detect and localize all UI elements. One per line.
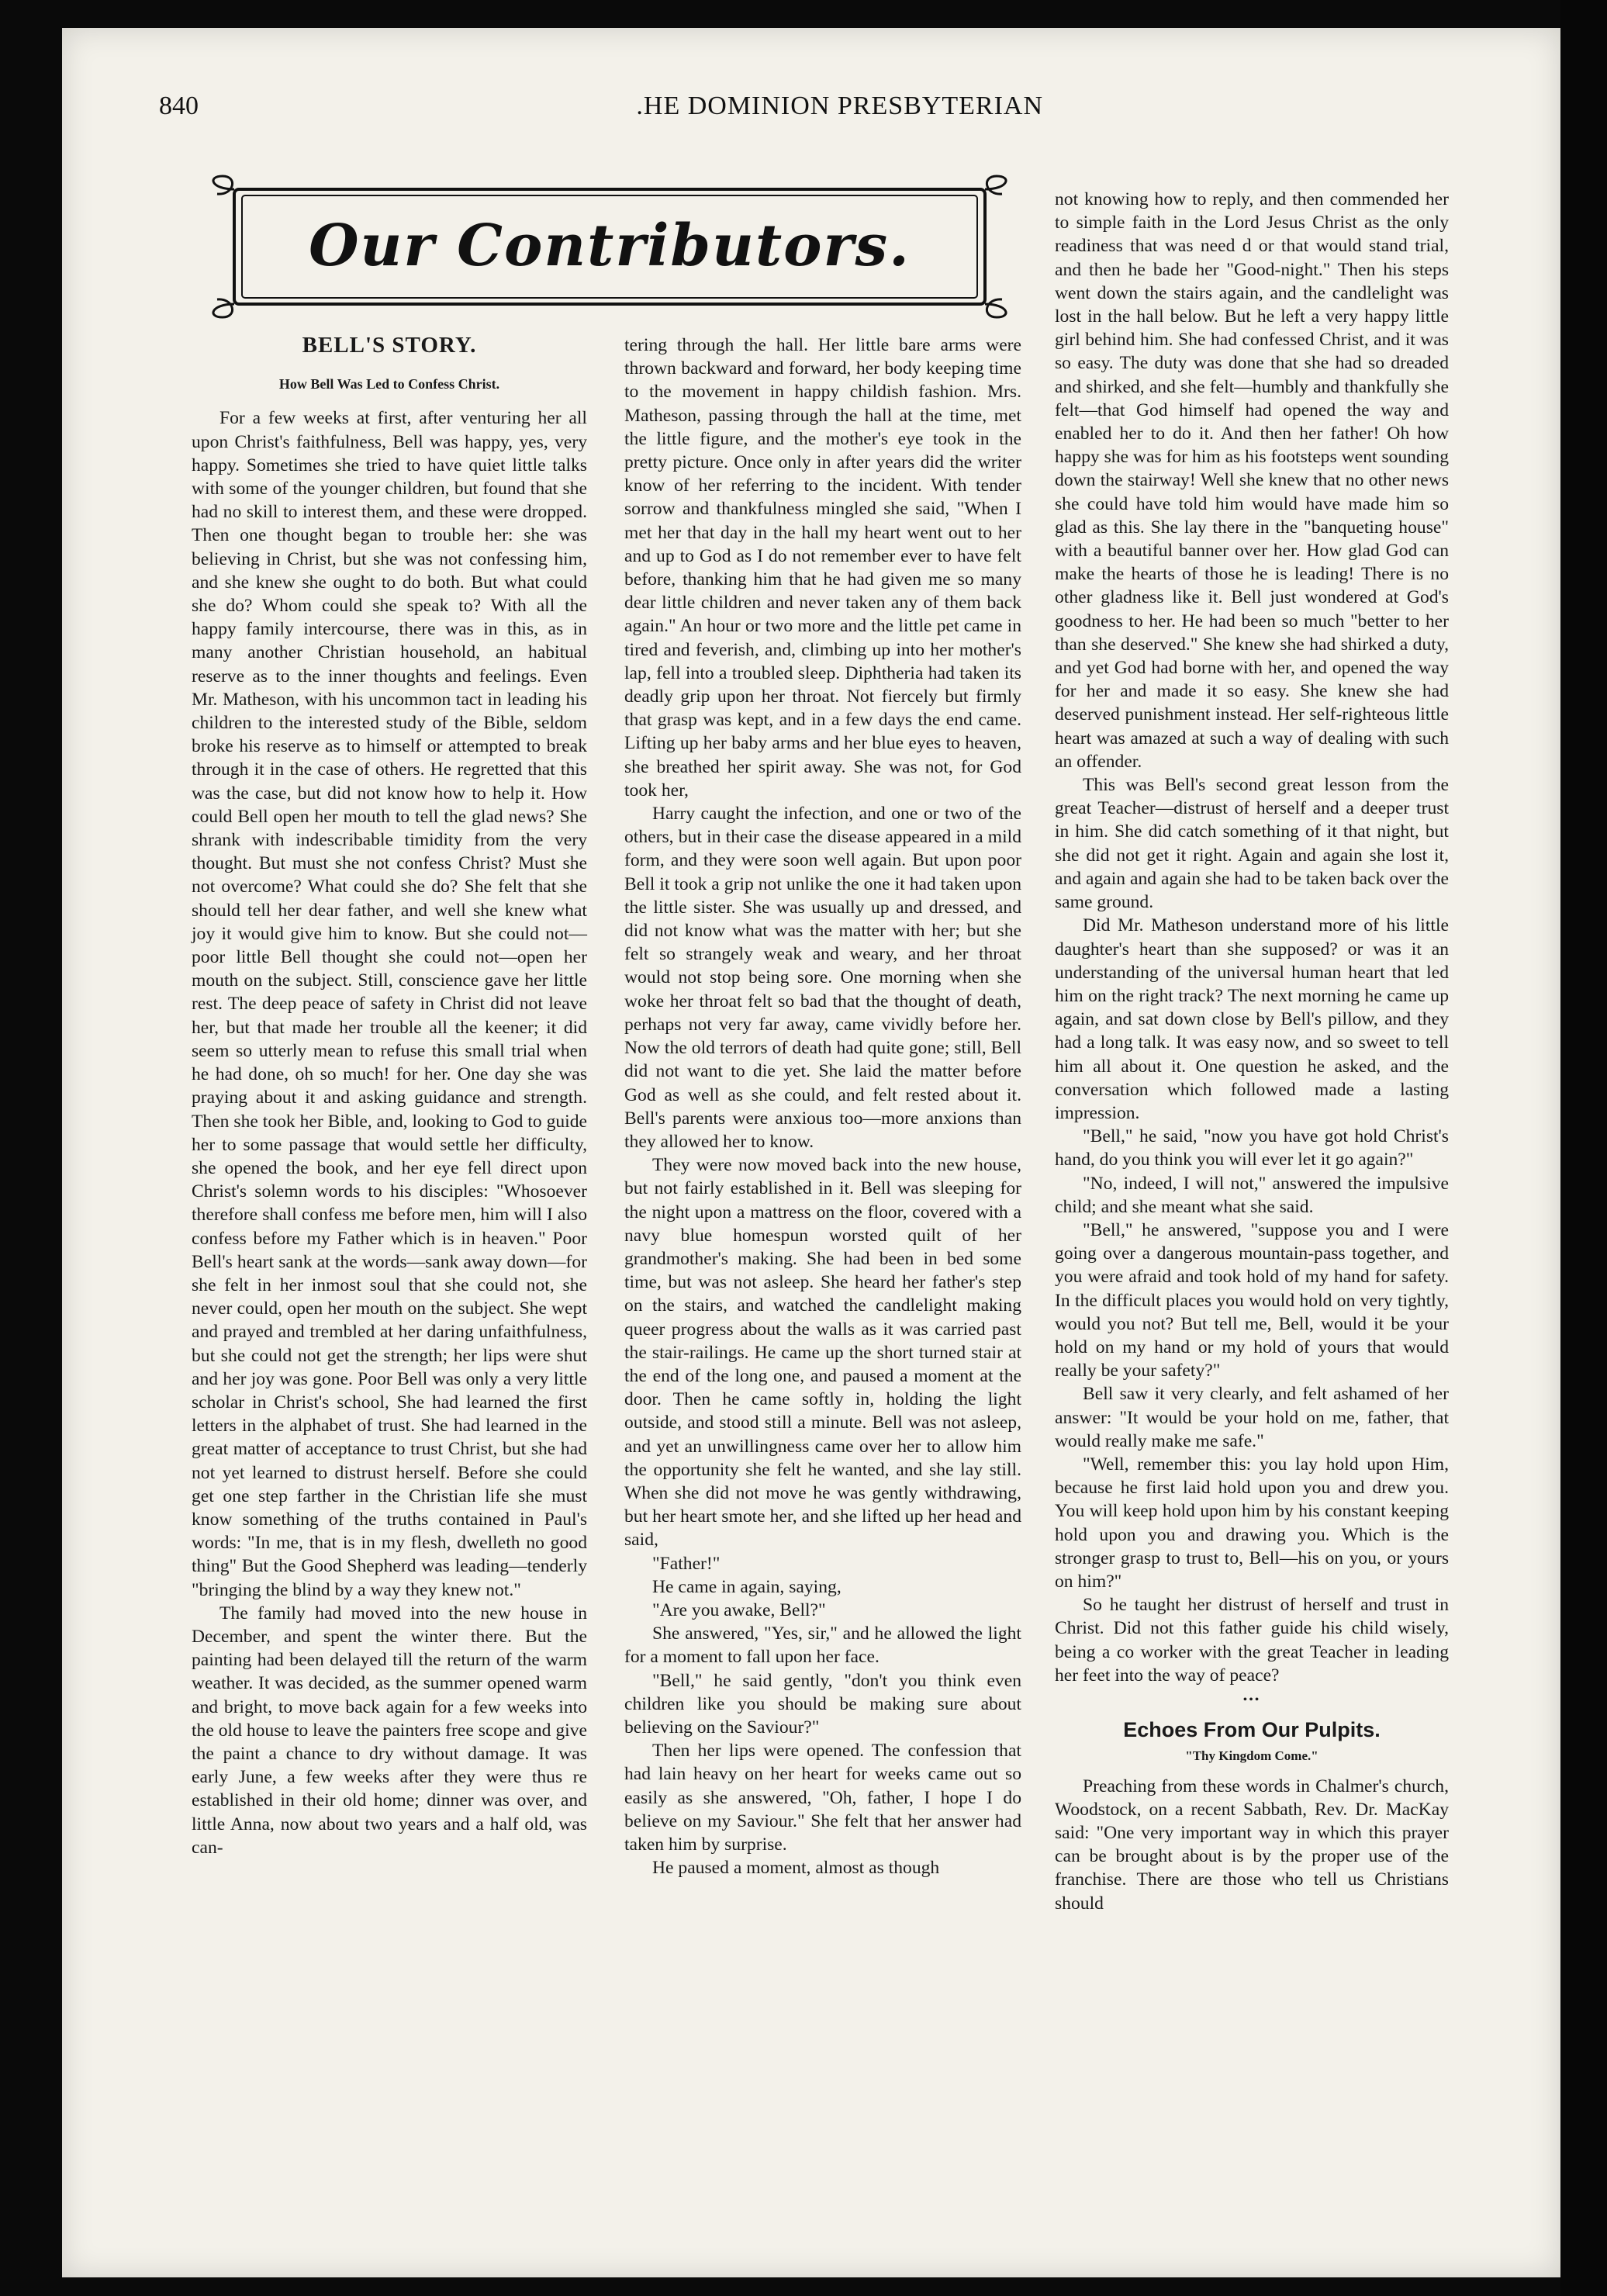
paragraph: "No, indeed, I will not," answered the impulsive child; and she meant what she said. — [1055, 1173, 1449, 1217]
story-title: BELL'S STORY. — [302, 333, 477, 358]
paragraph: Preaching from these words in Chalmer's church, Woodstock, on a recent Sabbath, Rev. Dr. MacKay said: "One very important way in which this prayer can be brought about is by the proper use of the franchise. There are those who tell us Christians should — [1055, 1776, 1449, 1914]
paragraph: He paused a moment, almost as though — [652, 1858, 940, 1879]
story-subtitle: How Bell Was Led to Confess Christ. — [278, 376, 500, 392]
paragraph: "Well, remember this: you lay hold upon Him, because he first laid hold upon you and drew you. You will keep hold upon him by his constant keeping hold upon you and drawing you. Which is the stronger grasp to trust to, Bell—his on you, or yours on him?" — [1055, 1454, 1449, 1592]
paragraph: "Are you awake, Bell?" — [652, 1599, 826, 1620]
paragraph: He came in again, saying, — [652, 1576, 842, 1597]
scan-edge — [1560, 0, 1607, 2296]
page-number: 840 — [159, 92, 199, 120]
paragraph: Did Mr. Matheson understand more of his little daughter's heart than she supposed? or was it an understanding of the universal human heart that led him on the right track? The next morning he came up again, and sat down close by Bell's pillow, and they had a long talk. It was easy now, and so sweet to tell him all about it. One question he asked, and the conversation which followed made a lasting impression. — [1055, 915, 1449, 1123]
paragraph: not knowing how to reply, and then commended her to simple faith in the Lord Jesus Christ as the only readiness that was need d or that would stand trial, and then he bade her "Good-night." Then his steps went down the stairs again, and the candlelight was lost in the hall below. But he left a very happy little girl behind him. She had confessed Christ, and it was so easy. The duty was done that she had so dreaded and shirked, and she felt—humbly and thankfully she felt—that God himself had opened the way and enabled her to do it. And then her father! Oh how happy she was for him as his footsteps went sounding down the stairway! Well she knew that no other news she could have told him would have made him so glad as this. She lay there in the "banqueting house" with a beautiful banner over her. How glad God can make the hearts of those he is leading! There is no other gladness like it. Bell just wondered at God's goodness to her. He had been so much "better to her than she deserved." She knew she had shirked a duty, and yet God had borne with her, and opened the way for her and made it so easy. She knew she had deserved punishment instead. Her self-righteous little heart was amazed at such a way of dealing with such an offender. — [1055, 189, 1449, 772]
paragraph: Then her lips were opened. The confession that had lain heavy on her heart for weeks came out so easily as she answered, "Oh, father, I hope I do believe on my Saviour." She felt that her answer had taken him by surprise. — [624, 1741, 1021, 1855]
paragraph: The family had moved into the new house in December, and spent the winter there. But the painting had been delayed till the return of the warm weather. It was decided, as the summer opened warm and bright, to move back again for a few weeks into the old house to leave the painters free scope and give the paint a chance to dry without damage. It was early June, a few weeks after they were thus re established in their old home; dinner was over, and little Anna, now about two years and a half old, was can- — [192, 1603, 587, 1858]
paragraph: "Father!" — [652, 1553, 721, 1574]
section-subtitle: "Thy Kingdom Come." — [1185, 1748, 1318, 1764]
paragraph: Bell saw it very clearly, and felt ashamed of her answer: "It would be your hold on me, father, that would really make me safe." — [1055, 1384, 1449, 1451]
section-title: Echoes From Our Pulpits. — [1123, 1718, 1381, 1742]
column-3 — [1055, 188, 1449, 1915]
paragraph: Harry caught the infection, and one or two of the others, but in their case the disease appeared in a mild form, and they were soon well again. But upon poor Bell it took a grip not unlike the one it had taken upon the little sister. She was usually up and dressed, and did not know what was the matter with her; but she felt so strangely weak and weary, and her throat would not stop being sore. One morning when she woke her throat felt so bad that the thought of death, perhaps not very far away, came vividly before her. Now the old terrors of death had quite gone; still, Bell did not want to die yet. She laid the matter before God as well as she could, and felt rested about it. Bell's parents were anxious too—more anxions than they allowed her to know. — [624, 804, 1021, 1152]
paragraph: This was Bell's second great lesson from the great Teacher—distrust of herself and a deeper trust in him. She did catch something of it that night, but she did not get it right. Again and again she lost it, and again and again she had to be taken back over the same ground. — [1055, 775, 1449, 913]
paragraph: So he taught her distrust of herself and trust in Christ. Did not this father guide his child wisely, being a co worker with the great Teacher in leading her feet into the way of peace? — [1055, 1595, 1449, 1686]
paragraph: "Bell," he said gently, "don't you think even children like you should be making sure about believing on the Saviour?" — [624, 1670, 1021, 1738]
paragraph: They were now moved back into the new house, but not fairly established in it. Bell was sleeping for the night upon a mattress on the floor, covered with a navy blue homespun worsted quilt of her grandmother's making. She had been in bed some time, but was not asleep. She heard her father's step on the stairs, and watched the candlelight making queer progress about the walls as it was carried past the stair-railings. He came up the short turned stair at the end of the long one, and paused a moment at the door. Then he came softly in, holding the light outside, and stood still a minute. Bell was not asleep, and yet an unwillingness came over her to allow him the opportunity she felt he wanted, and she lay still. When she did not move he was gently withdrawing, but her heart smote her, and she lifted up her head and said, — [624, 1155, 1021, 1551]
section-banner — [203, 172, 1016, 320]
paragraph: tering through the hall. Her little bare arms were thrown backward and forward, her body keeping time to the movement in happy childish fashion. Mrs. Matheson, passing through the hall at the time, met the little figure, and the mother's eye took in the pretty picture. Once only in after years did the writer know of her referring to the incident. With tender sorrow and thankfulness mingled she said, "When I met her that day in the hall my heart went out to her and up to God as I do not remember ever to have felt before, thanking him that he had given me so many dear little children and never taken any of them back again." An hour or two more and the little pet came in tired and feverish, and, climbing up into her mother's lap, fell into a troubled sleep. Diphtheria had taken its deadly grip upon her throat. Not fiercely but firmly that grasp was kept, and in a few days the end came. Lifting up her baby arms and her blue eyes to heaven, she breathed her spirit away. She was not, for God took her, — [624, 335, 1021, 800]
journal-title: .HE DOMINION PRESBYTERIAN — [636, 92, 1043, 120]
column-2 — [624, 334, 1021, 1879]
ornament-divider: ••• — [1242, 1693, 1261, 1706]
paragraph: She answered, "Yes, sir," and he allowed the light for a moment to fall upon her face. — [624, 1623, 1021, 1668]
column-1 — [192, 334, 587, 1859]
running-header — [159, 92, 1043, 129]
paragraph: For a few weeks at first, after venturing her all upon Christ's faithfulness, Bell was happy, yes, very happy. Sometimes she tried to have quiet little talks with some of the younger children, but found that she had no skill to interest them, and these were dropped. Then one thought began to trouble her: she was believing in Christ, but she was not confessing him, and she knew she ought to do both. But what could she do? Whom could she speak to? With all the happy family intercourse, there was in this, as in many another Christian household, an habitual reserve as to the inner thoughts and feelings. Even Mr. Matheson, with his uncommon tact in leading his children to the interested study of the Bible, seldom broke his reserve as to himself or attempted to break through it in the case of others. He regretted that this was the case, but did not know how to help it. How could Bell open her mouth to tell the glad news? She shrank with indescribable timidity from the very thought. But must she not confess Christ? Must she not overcome? What could she do? She felt that she should tell her dear father, and well she knew what joy it would give him to know. But she could not—poor little Bell thought she could not—open her mouth on the subject. Still, conscience gave her little rest. The deep peace of safety in Christ did not leave her, but that made her trouble all the keener; it did seem so utterly mean to refuse this small trial when he had done, oh so much! for her. One day she was praying about it and asking guidance and strength. Then she took her Bible, and, looking to God to guide her to some passage that would settle her difficulty, she opened the book, and her eye fell direct upon Christ's solemn words to his disciples: "Whosoever therefore shall confess me before men, him will I also confess before my Father which is in heaven." Poor Bell's heart sank at the words—sank away down—for she felt in her inmost soul that she could not, she never could, open her mouth on the subject. She wept and prayed and trembled at her daring unfaithfulness, but she could not get the strength; her lips were shut and her joy was gone. Poor Bell was only a very little scholar in Christ's school, She had learned the first letters in the alphabet of trust. She had learned in the great matter of acceptance to trust Christ, but she had not yet learned to distrust herself. Before she could get one step farther in the Christian life she must know something of the truths contained in Paul's words: "In me, that is in my flesh, dwelleth no good thing" But the Good Shepherd was leading—tenderly "bringing the blind by a way they knew not." — [192, 408, 587, 1600]
banner-title: Our Contributors. — [309, 213, 911, 279]
paragraph: "Bell," he said, "now you have got hold Christ's hand, do you think you will ever let it go again?" — [1055, 1126, 1449, 1170]
paragraph: "Bell," he answered, "suppose you and I were going over a dangerous mountain-pass together, and you were afraid and took hold of my hand for safety. In the difficult places you would hold on very tightly, would you not? But tell me, Bell, would it be your hold on my hand or my hold of yours that would really be your safety?" — [1055, 1219, 1449, 1381]
